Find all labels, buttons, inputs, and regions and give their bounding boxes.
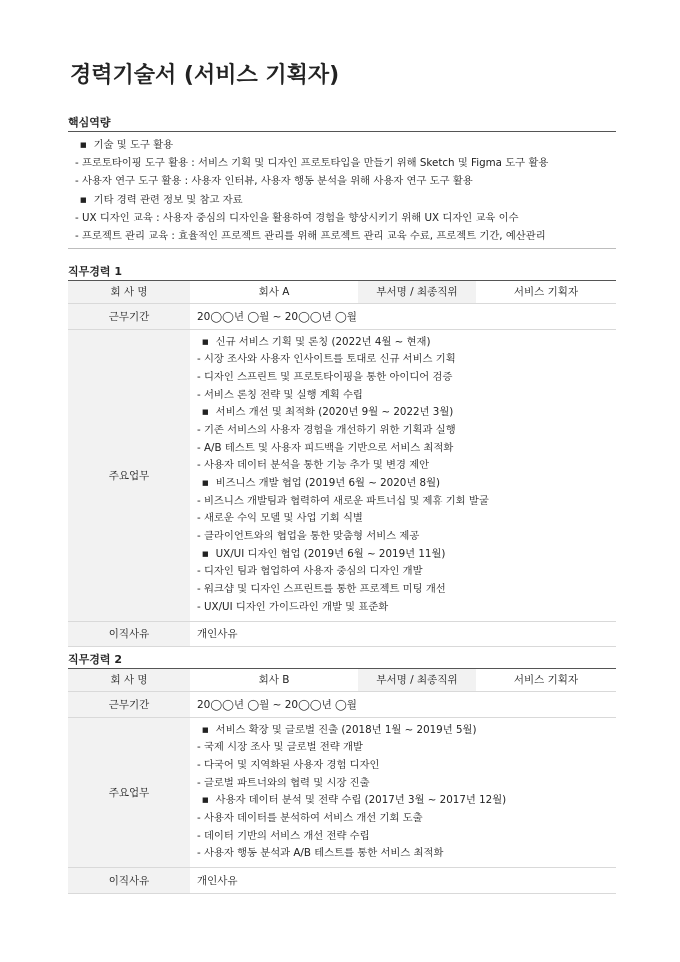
career2-period-row: [68, 691, 616, 717]
duty-detail: - 사용자 데이터를 분석하여 서비스 개선 기회 도출: [197, 811, 423, 824]
duty-detail: - 디자인 팀과 협업하여 사용자 중심의 디자인 개발: [197, 565, 423, 578]
duty-detail: - 기존 서비스의 사용자 경험을 개선하기 위한 기획과 실행: [197, 423, 456, 436]
career1-duties-cell: [190, 329, 616, 621]
duty-detail: - 데이터 기반의 서비스 개선 전략 수립: [197, 829, 370, 842]
career2-company-row: [68, 669, 616, 691]
company-value: 회사 A: [190, 281, 358, 303]
core-line: ■ 기술 및 도구 활용: [68, 136, 616, 154]
period-label: 근무기간: [68, 303, 190, 329]
duty-detail: - 새로운 수익 모델 및 사업 기회 식별: [197, 512, 363, 525]
duty-detail: - 서비스 론칭 전략 및 실행 계획 수립: [197, 388, 363, 401]
core-top-rule: [68, 131, 616, 132]
core-line: - 사용자 연구 도구 활용 : 사용자 인터뷰, 사용자 행동 분석을 위해 사용자 연구 도구 활용: [75, 175, 473, 188]
core-bottom-rule: [68, 248, 616, 249]
career2-title: 직무경력 2: [68, 653, 122, 666]
company-value: 회사 B: [190, 669, 358, 691]
career1-company-row: [68, 281, 616, 303]
leave-value: 개인사유: [190, 868, 616, 894]
duty-detail: - 글로벌 파트너와의 협력 및 시장 진출: [197, 776, 370, 789]
duty-heading: ■ UX/UI 디자인 협업 (2019년 6월 ~ 2019년 11월): [190, 546, 616, 564]
document-title: 경력기술서 (서비스 기획자): [70, 63, 340, 88]
duty-detail: - 클라이언트와의 협업을 통한 맞춤형 서비스 제공: [197, 530, 420, 543]
duty-detail: - 사용자 행동 분석과 A/B 테스트를 통한 서비스 최적화: [197, 847, 444, 860]
position-value: 서비스 기획자: [476, 669, 616, 691]
duty-detail: - 사용자 데이터 분석을 통한 기능 추가 및 변경 제안: [197, 459, 430, 472]
duty-detail: - UX/UI 디자인 가이드라인 개발 및 표준화: [197, 600, 389, 613]
duties-label: 주요업무: [68, 329, 190, 621]
position-label: 부서명 / 최종직위: [358, 669, 476, 691]
duty-heading: ■ 신규 서비스 기획 및 론칭 (2022년 4월 ~ 현재): [190, 334, 616, 352]
career2-table: [68, 669, 616, 894]
duty-heading: ■ 사용자 데이터 분석 및 전략 수립 (2017년 3월 ~ 2017년 12월): [190, 792, 616, 810]
career1-duties-list: [190, 330, 616, 621]
career2-duties-list: [190, 718, 616, 868]
company-label: 회 사 명: [68, 281, 190, 303]
career1-title: 직무경력 1: [68, 265, 122, 278]
core-line: ■ 기타 경력 관련 정보 및 참고 자료: [68, 191, 616, 209]
period-value: 20◯◯년 ◯월 ~ 20◯◯년 ◯월: [190, 691, 616, 717]
duty-detail: - 다국어 및 지역화된 사용자 경험 디자인: [197, 758, 380, 771]
career1-duties-row: [68, 329, 616, 621]
company-label: 회 사 명: [68, 669, 190, 691]
core-line: - 프로토타이핑 도구 활용 : 서비스 기획 및 디자인 프로토타입을 만들기 위해 Sketch 및 Figma 도구 활용: [75, 157, 549, 170]
duty-detail: - 디자인 스프린트 및 프로토타이핑을 통한 아이디어 검증: [197, 370, 453, 383]
core-section-title: 핵심역량: [68, 116, 111, 129]
core-line: - 프로젝트 관리 교육 : 효율적인 프로젝트 관리를 위해 프로젝트 관리 교육 수료, 프로젝트 기간, 예산관리: [75, 229, 546, 242]
core-list: [68, 136, 616, 245]
period-label: 근무기간: [68, 691, 190, 717]
duty-detail: - 비즈니스 개발팀과 협력하여 새로운 파트너십 및 제휴 기회 발굴: [197, 494, 489, 507]
leave-label: 이직사유: [68, 868, 190, 894]
career2-duties-cell: [190, 717, 616, 868]
career2-duties-row: [68, 717, 616, 868]
career1-leave-row: [68, 621, 616, 646]
duty-heading: ■ 서비스 개선 및 최적화 (2020년 9월 ~ 2022년 3월): [190, 404, 616, 422]
duty-detail: - A/B 테스트 및 사용자 피드백을 기반으로 서비스 최적화: [197, 441, 454, 454]
duty-detail: - 국제 시장 조사 및 글로벌 전략 개발: [197, 741, 363, 754]
duties-label: 주요업무: [68, 717, 190, 868]
duty-heading: ■ 비즈니스 개발 협업 (2019년 6월 ~ 2020년 8월): [190, 475, 616, 493]
duty-detail: - 워크샵 및 디자인 스프린트를 통한 프로젝트 미팅 개선: [197, 583, 446, 596]
duty-heading: ■ 서비스 확장 및 글로벌 진출 (2018년 1월 ~ 2019년 5월): [190, 722, 616, 740]
career1-period-row: [68, 303, 616, 329]
period-value: 20◯◯년 ◯월 ~ 20◯◯년 ◯월: [190, 303, 616, 329]
career2-leave-row: [68, 868, 616, 894]
position-value: 서비스 기획자: [476, 281, 616, 303]
leave-value: 개인사유: [190, 621, 616, 646]
career1-table: [68, 281, 616, 647]
leave-label: 이직사유: [68, 621, 190, 646]
duty-detail: - 시장 조사와 사용자 인사이트를 토대로 신규 서비스 기획: [197, 353, 456, 366]
core-line: - UX 디자인 교육 : 사용자 중심의 디자인을 활용하여 경험을 향상시키기 위해 UX 디자인 교육 이수: [75, 211, 519, 224]
position-label: 부서명 / 최종직위: [358, 281, 476, 303]
